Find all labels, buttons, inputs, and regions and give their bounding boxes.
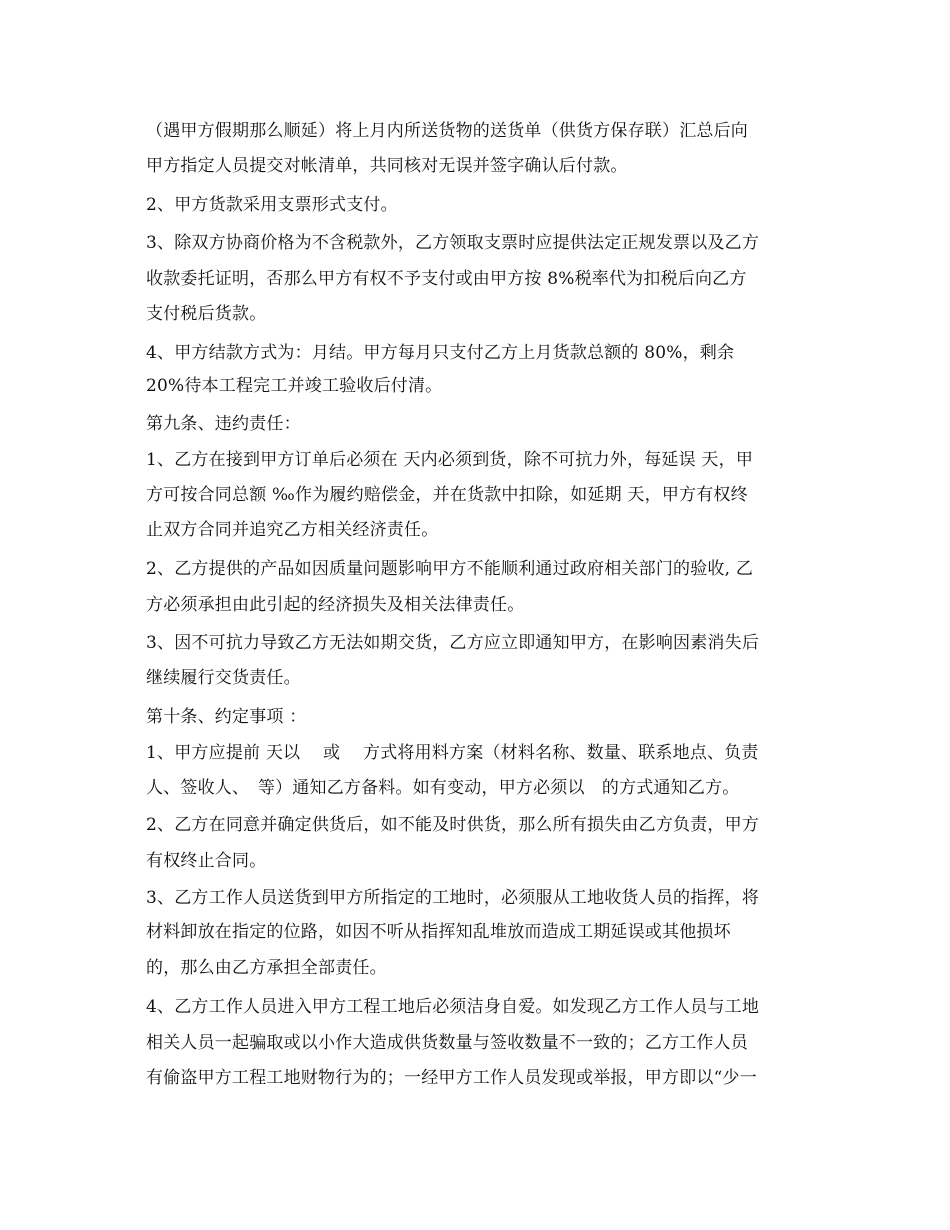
text-line: 1、乙方在接到甲方订单后必须在 天内必须到货，除不可抗力外，每延误 天，甲: [146, 450, 754, 470]
text-line: 3、除双方协商价格为不含税款外，乙方领取支票时应提供法定正规发票以及乙方: [146, 233, 760, 253]
text-line: 收款委托证明，否那么甲方有权不予支付或由甲方按 8%税率代为扣税后向乙方: [146, 269, 747, 289]
text-line: 2、乙方提供的产品如因质量问题影响甲方不能顺利通过政府相关部门的验收, 乙: [146, 559, 754, 579]
text-line: 20%待本工程完工并竣工验收后付清。: [146, 376, 443, 396]
text-line: （遇甲方假期那么顺延）将上月内所送货物的送货单（供货方保存联）汇总后向: [146, 121, 748, 141]
text-line: 继续履行交货责任。: [146, 668, 301, 688]
text-line: 4、乙方工作人员进入甲方工程工地后必须洁身自爱。如发现乙方工作人员与工地: [146, 997, 760, 1017]
text-line: 甲方指定人员提交对帐清单，共同核对无误并签字确认后付款。: [146, 156, 628, 176]
text-line: 有权终止合同。: [146, 851, 267, 871]
text-line: 的，那么由乙方承担全部责任。: [146, 958, 387, 978]
text-line: 支付税后货款。: [146, 304, 267, 324]
text-line: 材料卸放在指定的位路，如因不听从指挥知乱堆放而造成工期延误或其他损坏: [146, 922, 731, 942]
text-line: 相关人员一起骗取或以小作大造成供货数量与签收数量不一致的；乙方工作人员: [146, 1033, 748, 1053]
section-heading: 第十条、约定事项 ：: [146, 707, 307, 727]
section-heading: 第九条、违约责任：: [146, 414, 301, 434]
text-line: 止双方合同并追究乙方相关经济责任。: [146, 520, 439, 540]
text-line: 3、因不可抗力导致乙方无法如期交货，乙方应立即通知甲方，在影响因素消失后: [146, 633, 760, 653]
text-line: 2、乙方在同意并确定供货后，如不能及时供货，那么所有损失由乙方负责，甲方: [146, 815, 760, 835]
text-line: 人、签收人、 等）通知乙方备料。如有变动，甲方必须以 的方式通知乙方。: [146, 778, 740, 798]
text-line: 方可按合同总额 ‰作为履约赔偿金，并在货款中扣除，如延期 天，甲方有权终: [146, 485, 748, 505]
text-line: 1、甲方应提前 天以 或 方式将用料方案（材料名称、数量、联系地点、负责: [146, 743, 759, 763]
text-line: 2、甲方货款采用支票形式支付。: [146, 195, 398, 215]
text-line: 3、乙方工作人员送货到甲方所指定的工地时，必须服从工地收货人员的指挥，将: [146, 888, 760, 908]
text-line: 有偷盗甲方工程工地财物行为的；一经甲方工作人员发现或举报，甲方即以“少一: [146, 1068, 757, 1088]
text-line: 4、甲方结款方式为：月结。甲方每月只支付乙方上月货款总额的 80%，剩余: [146, 343, 735, 363]
text-line: 方必须承担由此引起的经济损失及相关法律责任。: [146, 595, 525, 615]
